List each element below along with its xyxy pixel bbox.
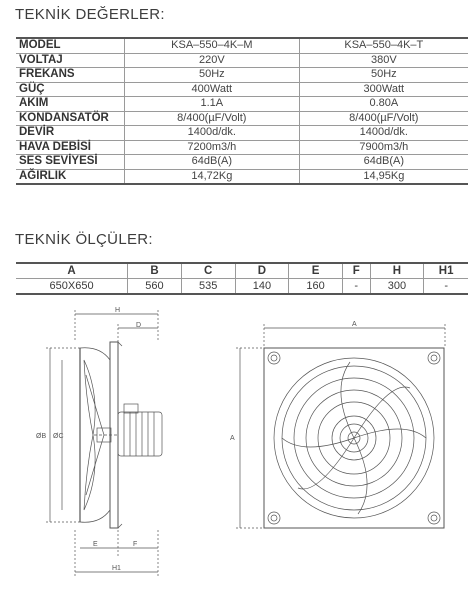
dim-label-h1: H1 [112,565,121,572]
dim-value: 650X650 [16,279,128,295]
dim-label-d: D [136,322,142,329]
dim-value: 560 [128,279,182,295]
spec-value-t: 0.80A [299,97,468,112]
dimensions-table [16,262,468,295]
spec-row [16,68,468,83]
spec-row [16,82,468,97]
spec-label: FREKANS [16,68,125,83]
dim-header: H [370,263,424,279]
spec-value-m: 7200m3/h [125,140,300,155]
spec-value-m: 1.1A [125,97,300,112]
dim-label-b: ØB [36,433,47,440]
dim-value: - [342,279,370,295]
spec-row [16,126,468,141]
spec-label: DEVİR [16,126,125,141]
spec-label: HAVA DEBİSİ [16,140,125,155]
spec-table [16,37,468,185]
spec-value-t: 380V [299,53,468,68]
spec-value-t: 8/400(µF/Volt) [299,111,468,126]
spec-value-t: 1400d/dk. [299,126,468,141]
dimensions-title: TEKNİK ÖLÇÜLER: [15,231,153,248]
dim-label-a-side: A [230,435,235,442]
dim-header: E [289,263,343,279]
spec-row [16,140,468,155]
spec-label: AKIM [16,97,125,112]
spec-value-t: 50Hz [299,68,468,83]
dim-label-f: F [133,541,138,548]
spec-value-m: 50Hz [125,68,300,83]
spec-value-m: 8/400(µF/Volt) [125,111,300,126]
spec-row [16,53,468,68]
side-view [36,307,162,578]
specs-title: TEKNİK DEĞERLER: [15,6,165,23]
dim-value: - [424,279,468,295]
spec-row [16,97,468,112]
spec-row [16,38,468,53]
dim-label-a-top: A [352,321,357,328]
spec-label: MODEL [16,38,125,53]
dim-label-e: E [93,541,98,548]
spec-label: GÜÇ [16,82,125,97]
front-view [230,321,445,528]
dim-value: 535 [181,279,235,295]
spec-value-t: 14,95Kg [299,169,468,184]
spec-value-t: 300Watt [299,82,468,97]
spec-label: VOLTAJ [16,53,125,68]
spec-row [16,169,468,184]
spec-value-m: 400Watt [125,82,300,97]
spec-value-m: 64dB(A) [125,155,300,170]
spec-value-m: KSA–550–4K–M [125,38,300,53]
spec-value-t: KSA–550–4K–T [299,38,468,53]
dim-header: C [181,263,235,279]
spec-label: SES SEVİYESİ [16,155,125,170]
dim-label-h: H [115,307,121,314]
dim-value: 140 [235,279,289,295]
spec-value-m: 1400d/dk. [125,126,300,141]
dim-header: F [342,263,370,279]
spec-label: AĞIRLIK [16,169,125,184]
spec-value-m: 220V [125,53,300,68]
spec-label: KONDANSATÖR [16,111,125,126]
dim-label-c: ØC [53,433,64,440]
dimensions-header-row [16,263,468,279]
dim-header: H1 [424,263,468,279]
dim-header: A [16,263,128,279]
spec-value-t: 64dB(A) [299,155,468,170]
spec-value-m: 14,72Kg [125,169,300,184]
technical-drawing [0,300,476,600]
dimensions-value-row [16,279,468,295]
dim-value: 160 [289,279,343,295]
spec-value-t: 7900m3/h [299,140,468,155]
spec-row [16,111,468,126]
dim-header: B [128,263,182,279]
spec-row [16,155,468,170]
dim-value: 300 [370,279,424,295]
dim-header: D [235,263,289,279]
